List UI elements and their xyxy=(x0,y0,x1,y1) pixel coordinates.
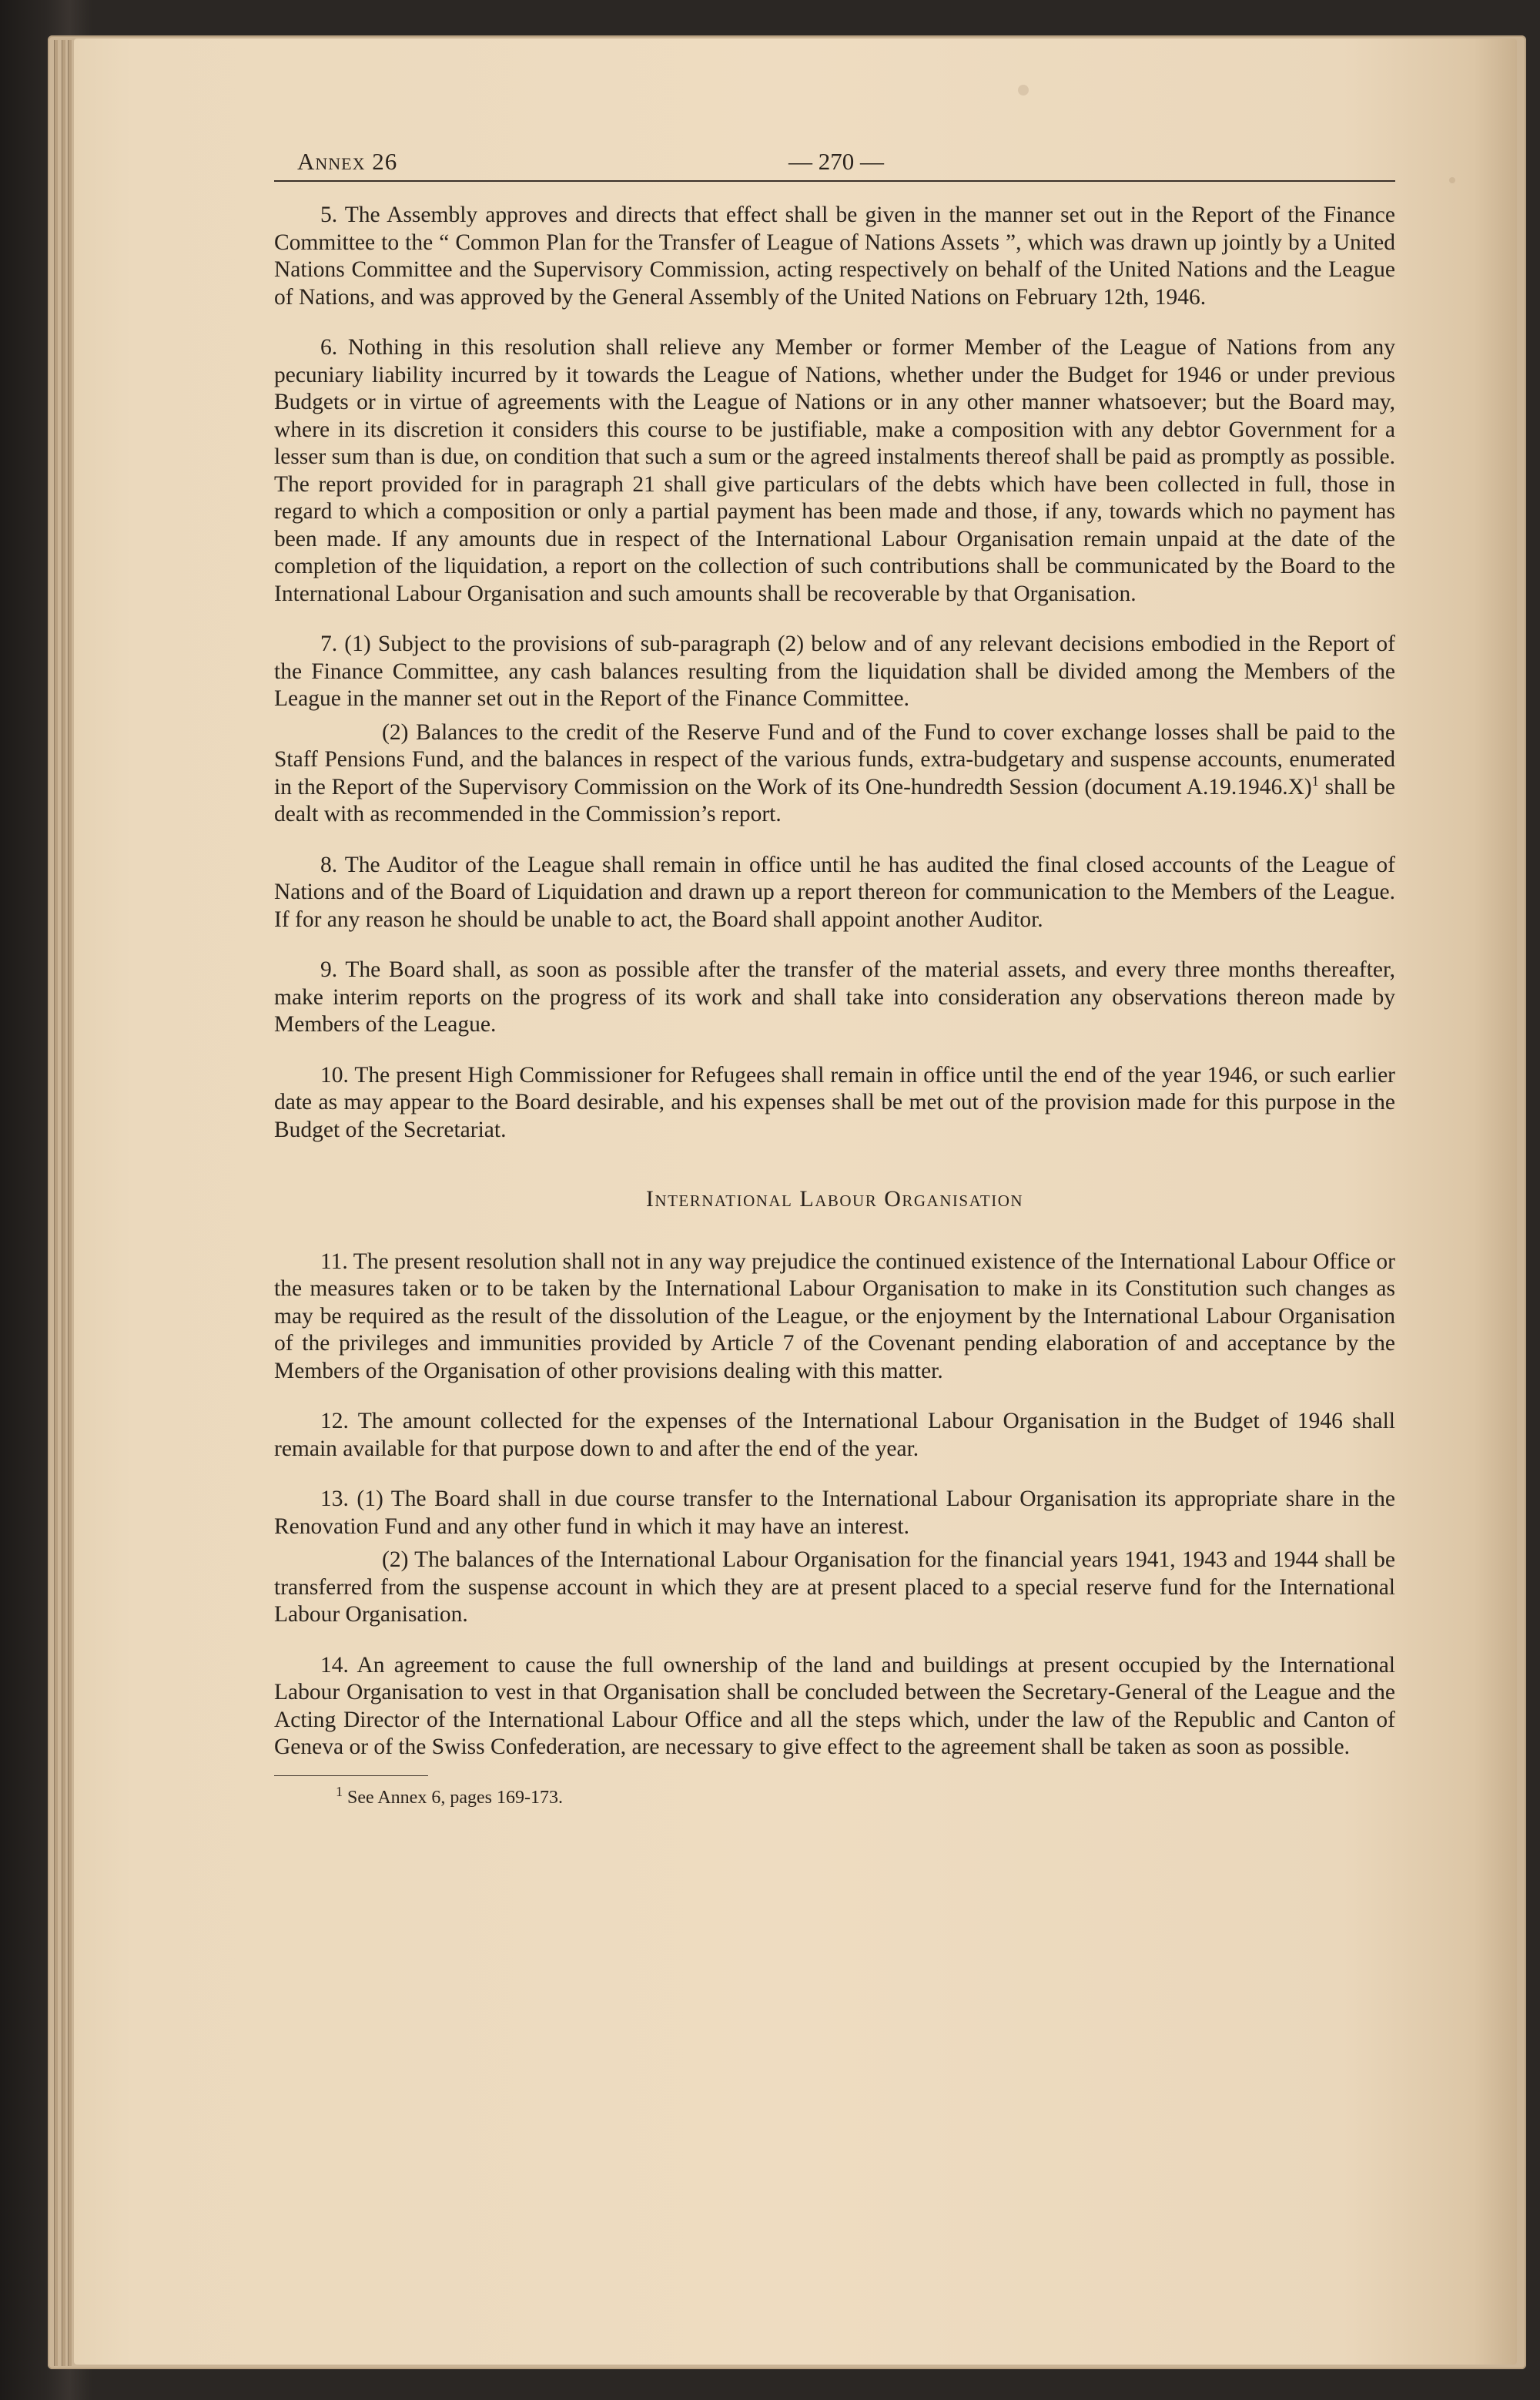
paragraph-13-2: (2) The balances of the International Labour Organisation for the financial years 1941, 1943 and 1944 shall be transferred from the suspense account in which they are at present placed to a special reserve fund for the International Labour Organisation. xyxy=(274,1547,1395,1627)
paragraph-8: 8. The Auditor of the League shall remain in office until he has audited the final closed accounts of the League of Nations and of the Board of Liquidation and drawn up a report thereon for communication to the Members of the League. If for any reason he should be unable to act, the Board shall appoint another Auditor. xyxy=(274,852,1395,932)
paragraph-11: 11. The present resolution shall not in any way prejudice the continued existence of the International Labour Office or the measures taken or to be taken by the International Labour Organisation to make in its Constitution such changes as may be required as the result of the dissolution of the League, or the enjoyment by the International Labour Organisation of the privileges and immunities provided by Article 7 of the Covenant pending elaboration of and acceptance by the Members of the Organisation of other provisions dealing with this matter. xyxy=(274,1249,1395,1383)
page-number: — 270 — xyxy=(788,148,884,175)
footnote-divider xyxy=(274,1775,428,1776)
paragraph-7-2 xyxy=(274,719,1395,829)
section-heading: International Labour Organisation xyxy=(645,1186,1024,1212)
paragraph-12: 12. The amount collected for the expenses of the International Labour Organisation in the Budget of 1946 shall remain available for that purpose down to and after the end of the year. xyxy=(274,1409,1395,1461)
page-edge xyxy=(68,40,72,2366)
page-stain xyxy=(1449,177,1455,183)
paragraph-6: 6. Nothing in this resolution shall relieve any Member or former Member of the League of Nations from any pecuniary liability incurred by it towards the League of Nations, whether under the Budget for 1946 or under previous Budgets or in virtue of agreements with the League of Nations or in any other manner whatsoever; but the Board may, where in its discretion it considers this course to be justifiable, make a composition with any debtor Government for a lesser sum than is due, on condition that such a sum or the agreed instalments thereof shall be paid as promptly as possible. The report provided for in paragraph 21 shall give particulars of the debts which have been collected in full, those in regard to which a composition or only a partial payment has been made and those, if any, towards which no payment has been made. If any amounts due in respect of the International Labour Organisation remain unpaid at the date of the completion of the liquidation, a report on the collection of such contributions shall be communicated by the Board to the International Labour Organisation and such amounts shall be recoverable by that Organisation. xyxy=(274,335,1395,606)
running-header xyxy=(274,145,1395,182)
paragraph-13-1: 13. (1) The Board shall in due course transfer to the International Labour Organisation its appropriate share in the Renovation Fund and any other fund in which it may have an interest. xyxy=(274,1487,1395,1539)
paragraph-9: 9. The Board shall, as soon as possible after the transfer of the material assets, and every three months thereafter, make interim reports on the progress of its work and shall take into consideration any observations thereon made by Members of the League. xyxy=(274,957,1395,1037)
paragraph-10: 10. The present High Commissioner for Refugees shall remain in office until the end of the year 1946, or such earlier date as may appear to the Board desirable, and his expenses shall be met out of the provision made for this purpose in the Budget of the Secretariat. xyxy=(274,1062,1395,1142)
document-body xyxy=(274,202,1395,1808)
page-stain xyxy=(1018,85,1029,96)
paragraph-5: 5. The Assembly approves and directs that effect shall be given in the manner set out in the Report of the Finance Committee to the “ Common Plan for the Transfer of League of Nations Assets ”, which was drawn up jointly by a United Nations Committee and the Supervisory Commission, acting respectively on behalf of the United Nations and the League of Nations, and was approved by the General Assembly of the United Nations on February 12th, 1946. xyxy=(274,203,1395,310)
page-edge xyxy=(54,40,58,2366)
paragraph-7-1: 7. (1) Subject to the provisions of sub-paragraph (2) below and of any relevant decisions embodied in the Report of the Finance Committee, any cash balances resulting from the liquidation shall be divided among the Members of the League in the manner set out in the Report of the Finance Committee. xyxy=(274,632,1395,711)
footnote-text: See Annex 6, pages 169-173. xyxy=(343,1787,563,1808)
footnote-marker: 1 xyxy=(336,1783,343,1799)
paragraph-7-2-tail: shall be dealt with as recommended in the Commission’s report. xyxy=(274,774,1395,826)
annex-label: Annex 26 xyxy=(297,148,398,175)
paragraph-14: 14. An agreement to cause the full ownership of the land and buildings at present occupied by the International Labour Organisation to vest in that Organisation shall be concluded between the Secretary-General of the League and the Acting Director of the International Labour Office and all the steps which, under the law of the Republic and Canton of Geneva or of the Swiss Confederation, are necessary to give effect to the agreement shall be taken as soon as possible. xyxy=(274,1652,1395,1759)
paragraph-7-2-text: (2) Balances to the credit of the Reserve Fund and of the Fund to cover exchange losses shall be paid to the Staff Pensions Fund, and the balances in respect of the various funds, extra-budgetary and suspense accounts, enumerated in the Report of the Supervisory Commission on the Work of its One-hundredth Session (document A.19.1946.X) xyxy=(274,719,1395,799)
footnote-reference: 1 xyxy=(1311,773,1319,789)
page-edge xyxy=(62,40,65,2366)
footnote xyxy=(274,1783,1395,1808)
